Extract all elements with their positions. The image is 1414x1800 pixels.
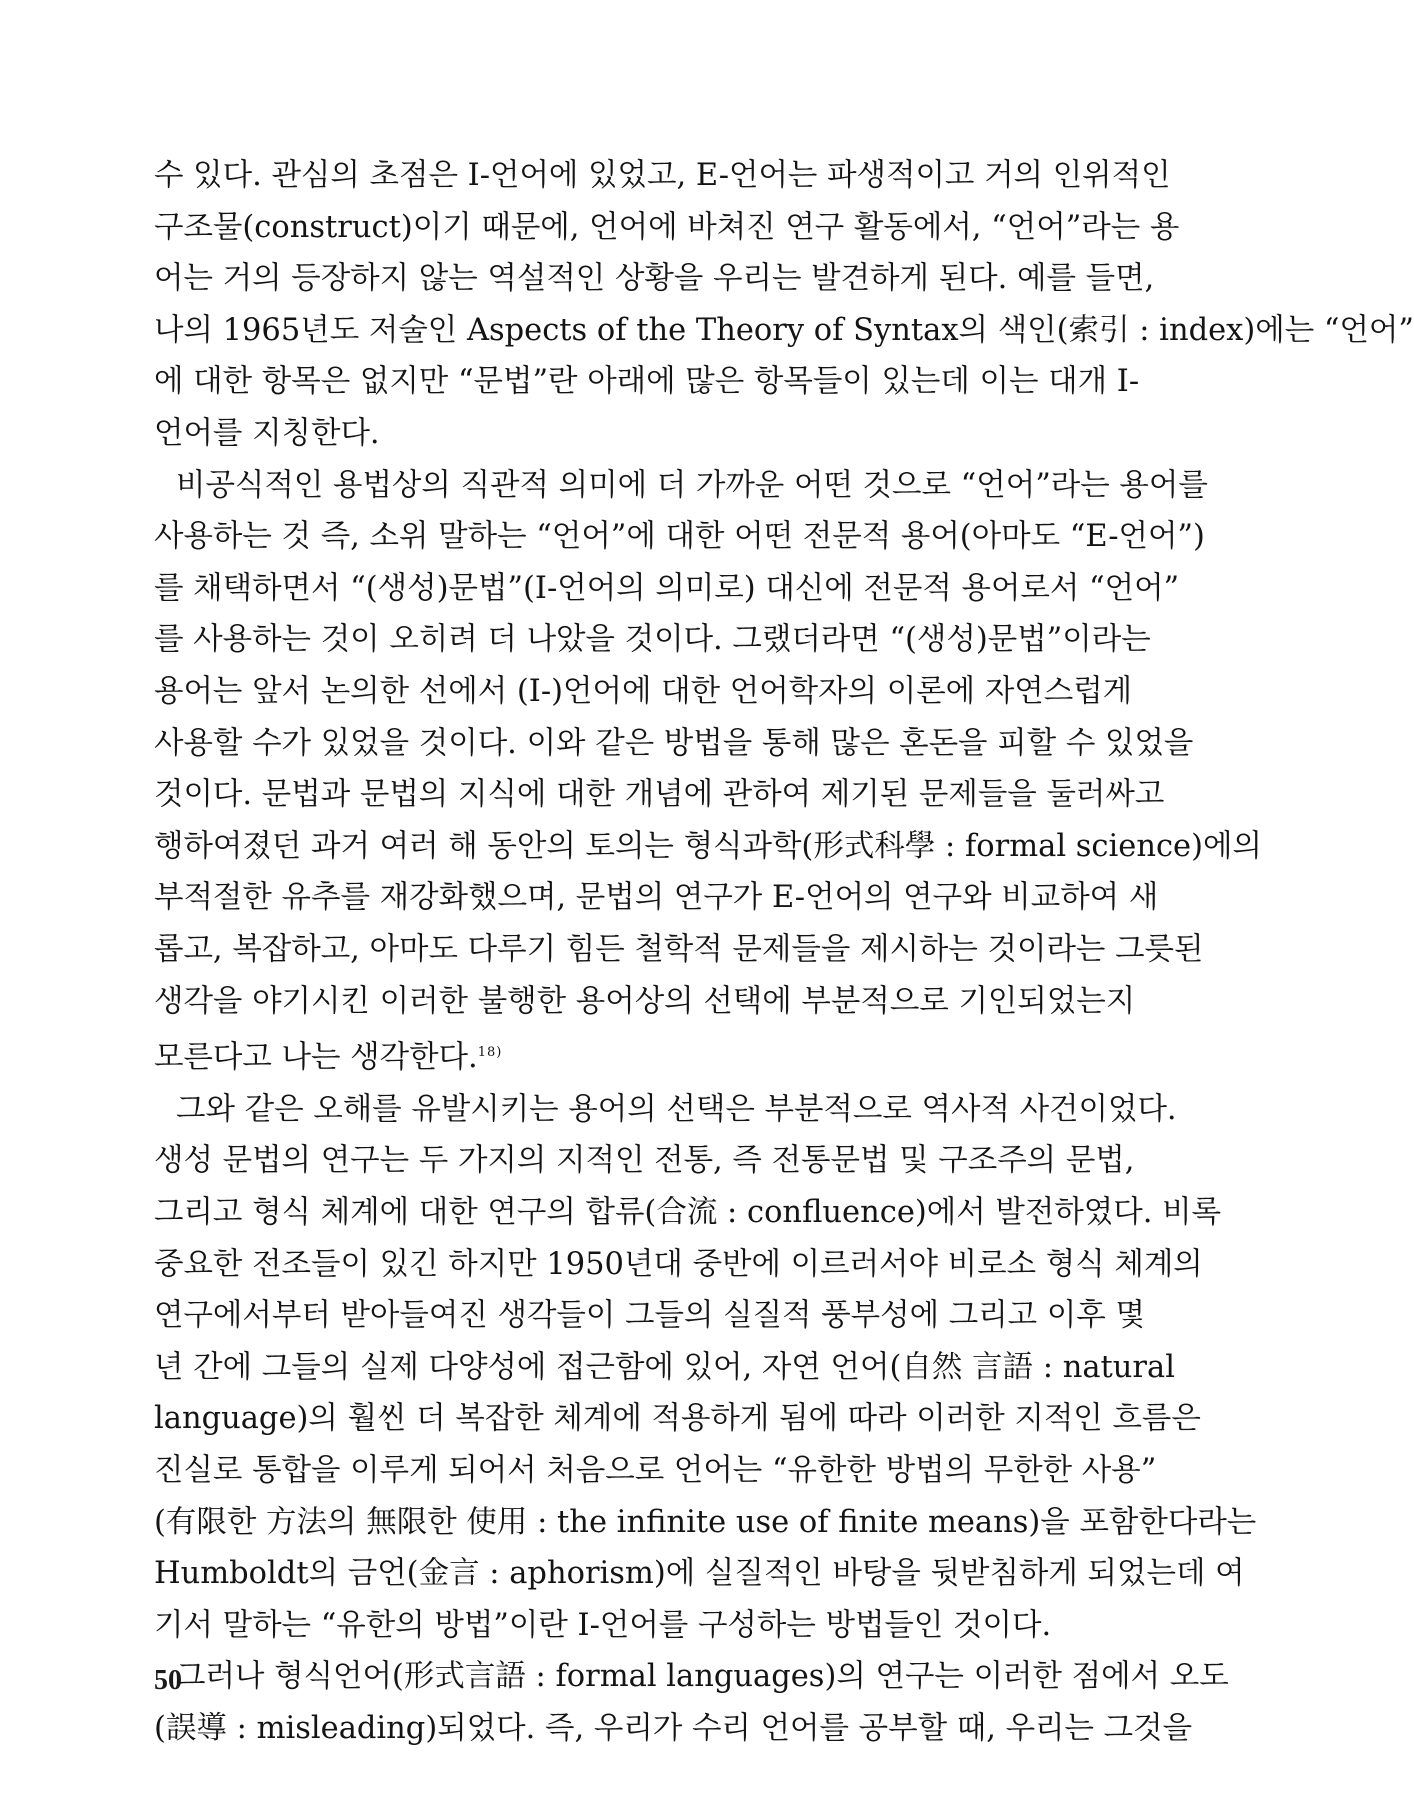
text-line: 수 있다. 관심의 초점은 I-언어에 있었고, E-언어는 파생적이고 거의 인위적인 <box>154 158 1171 193</box>
text-line: (誤導 : misleading)되었다. 즉, 우리가 수리 언어를 공부할 때, 우리는 그것을 <box>154 1710 1193 1746</box>
text-line: 진실로 통합을 이루게 되어서 처음으로 언어는 “유한한 방법의 무한한 사용” <box>154 1453 1157 1488</box>
paragraph-1 <box>154 150 1414 460</box>
text-line: 사용하는 것 즉, 소위 말하는 “언어”에 대한 어떤 전문적 용어(아마도 “E-언어”) <box>154 519 1205 555</box>
text-line: 사용할 수가 있었을 것이다. 이와 같은 방법을 통해 많은 혼돈을 피할 수 있었을 <box>154 725 1194 761</box>
text-line: (有限한 方法의 無限한 使用 : the infinite use of finite means)을 포함한다라는 <box>154 1504 1257 1540</box>
text-line: 년 간에 그들의 실제 다양성에 접근함에 있어, 자연 언어(自然 言語 : natural <box>154 1349 1175 1385</box>
text-line: 생성 문법의 연구는 두 가지의 지적인 전통, 즉 전통문법 및 구조주의 문법, <box>154 1143 1135 1179</box>
text-line: 언어를 지칭한다. <box>154 415 380 451</box>
text-line: 것이다. 문법과 문법의 지식에 대한 개념에 관하여 제기된 문제들을 둘러싸고 <box>154 777 1165 813</box>
text-line: 어는 거의 등장하지 않는 역설적인 상황을 우리는 발견하게 된다. 예를 들면, <box>154 261 1155 297</box>
text-line: 를 채택하면서 “(생성)문법”(I-언어의 의미로) 대신에 전문적 용어로서 “언어” <box>154 570 1180 606</box>
footnote-reference: 18) <box>477 1045 503 1061</box>
text-line: Humboldt의 금언(金言 : aphorism)에 실질적인 바탕을 뒷받침하게 되었는데 여 <box>154 1556 1245 1592</box>
text-line: 에 대한 항목은 없지만 “문법”란 아래에 많은 항목들이 있는데 이는 대개 I- <box>154 364 1140 400</box>
text-line: 연구에서부터 받아들여진 생각들이 그들의 실질적 풍부성에 그리고 이후 몇 <box>154 1298 1145 1334</box>
paragraph-4 <box>154 1651 1229 1754</box>
paragraph-2 <box>154 460 1262 1084</box>
text-line: 행하여졌던 과거 여러 해 동안의 토의는 형식과학(形式科學 : formal science)에의 <box>154 828 1262 864</box>
text-line: 부적절한 유추를 재강화했으며, 문법의 연구가 E-언어의 연구와 비교하여 새 <box>154 880 1159 916</box>
text-line <box>154 1027 1042 1084</box>
page-body <box>154 150 1414 1755</box>
text-line: 기서 말하는 “유한의 방법”이란 I-언어를 구성하는 방법들인 것이다. <box>154 1607 1052 1643</box>
text-line: 구조물(construct)이기 때문에, 언어에 바쳐진 연구 활동에서, “언어”라는 용 <box>154 209 1180 245</box>
text-line: language)의 훨씬 더 복잡한 체계에 적용하게 됨에 따라 이러한 지적인 흐름은 <box>154 1401 1201 1437</box>
text-line: 그리고 형식 체계에 대한 연구의 합류(合流 : confluence)에서 발전하였다. 비록 <box>154 1195 1222 1231</box>
text-line: 비공식적인 용법상의 직관적 의미에 더 가까운 어떤 것으로 “언어”라는 용어를 <box>176 467 1208 503</box>
text-line: 그러나 형식언어(形式言語 : formal languages)의 연구는 이러한 점에서 오도 <box>176 1659 1229 1695</box>
text-line: 나의 1965년도 저술인 Aspects of the Theory of Syntax의 색인(索引 : index)에는 “언어” <box>154 312 1414 348</box>
text-line: 용어는 앞서 논의한 선에서 (I-)언어에 대한 언어학자의 이론에 자연스럽게 <box>154 673 1133 709</box>
paragraph-3 <box>154 1084 1257 1652</box>
text-line: 그와 같은 오해를 유발시키는 용어의 선택은 부분적으로 역사적 사건이었다. <box>176 1091 1177 1127</box>
text-line: 를 사용하는 것이 오히려 더 나았을 것이다. 그랬더라면 “(생성)문법”이라는 <box>154 622 1151 658</box>
text-line: 생각을 야기시킨 이러한 불행한 용어상의 선택에 부분적으로 기인되었는지 <box>154 983 1136 1019</box>
text-line: 중요한 전조들이 있긴 하지만 1950년대 중반에 이르러서야 비로소 형식 체계의 <box>154 1246 1203 1282</box>
text-line: 롭고, 복잡하고, 아마도 다루기 힘든 철학적 문제들을 제시하는 것이라는 그릇된 <box>154 931 1204 967</box>
text-line-content: 모른다고 나는 생각한다. <box>154 1040 478 1076</box>
page-number: 50 <box>154 1665 182 1696</box>
